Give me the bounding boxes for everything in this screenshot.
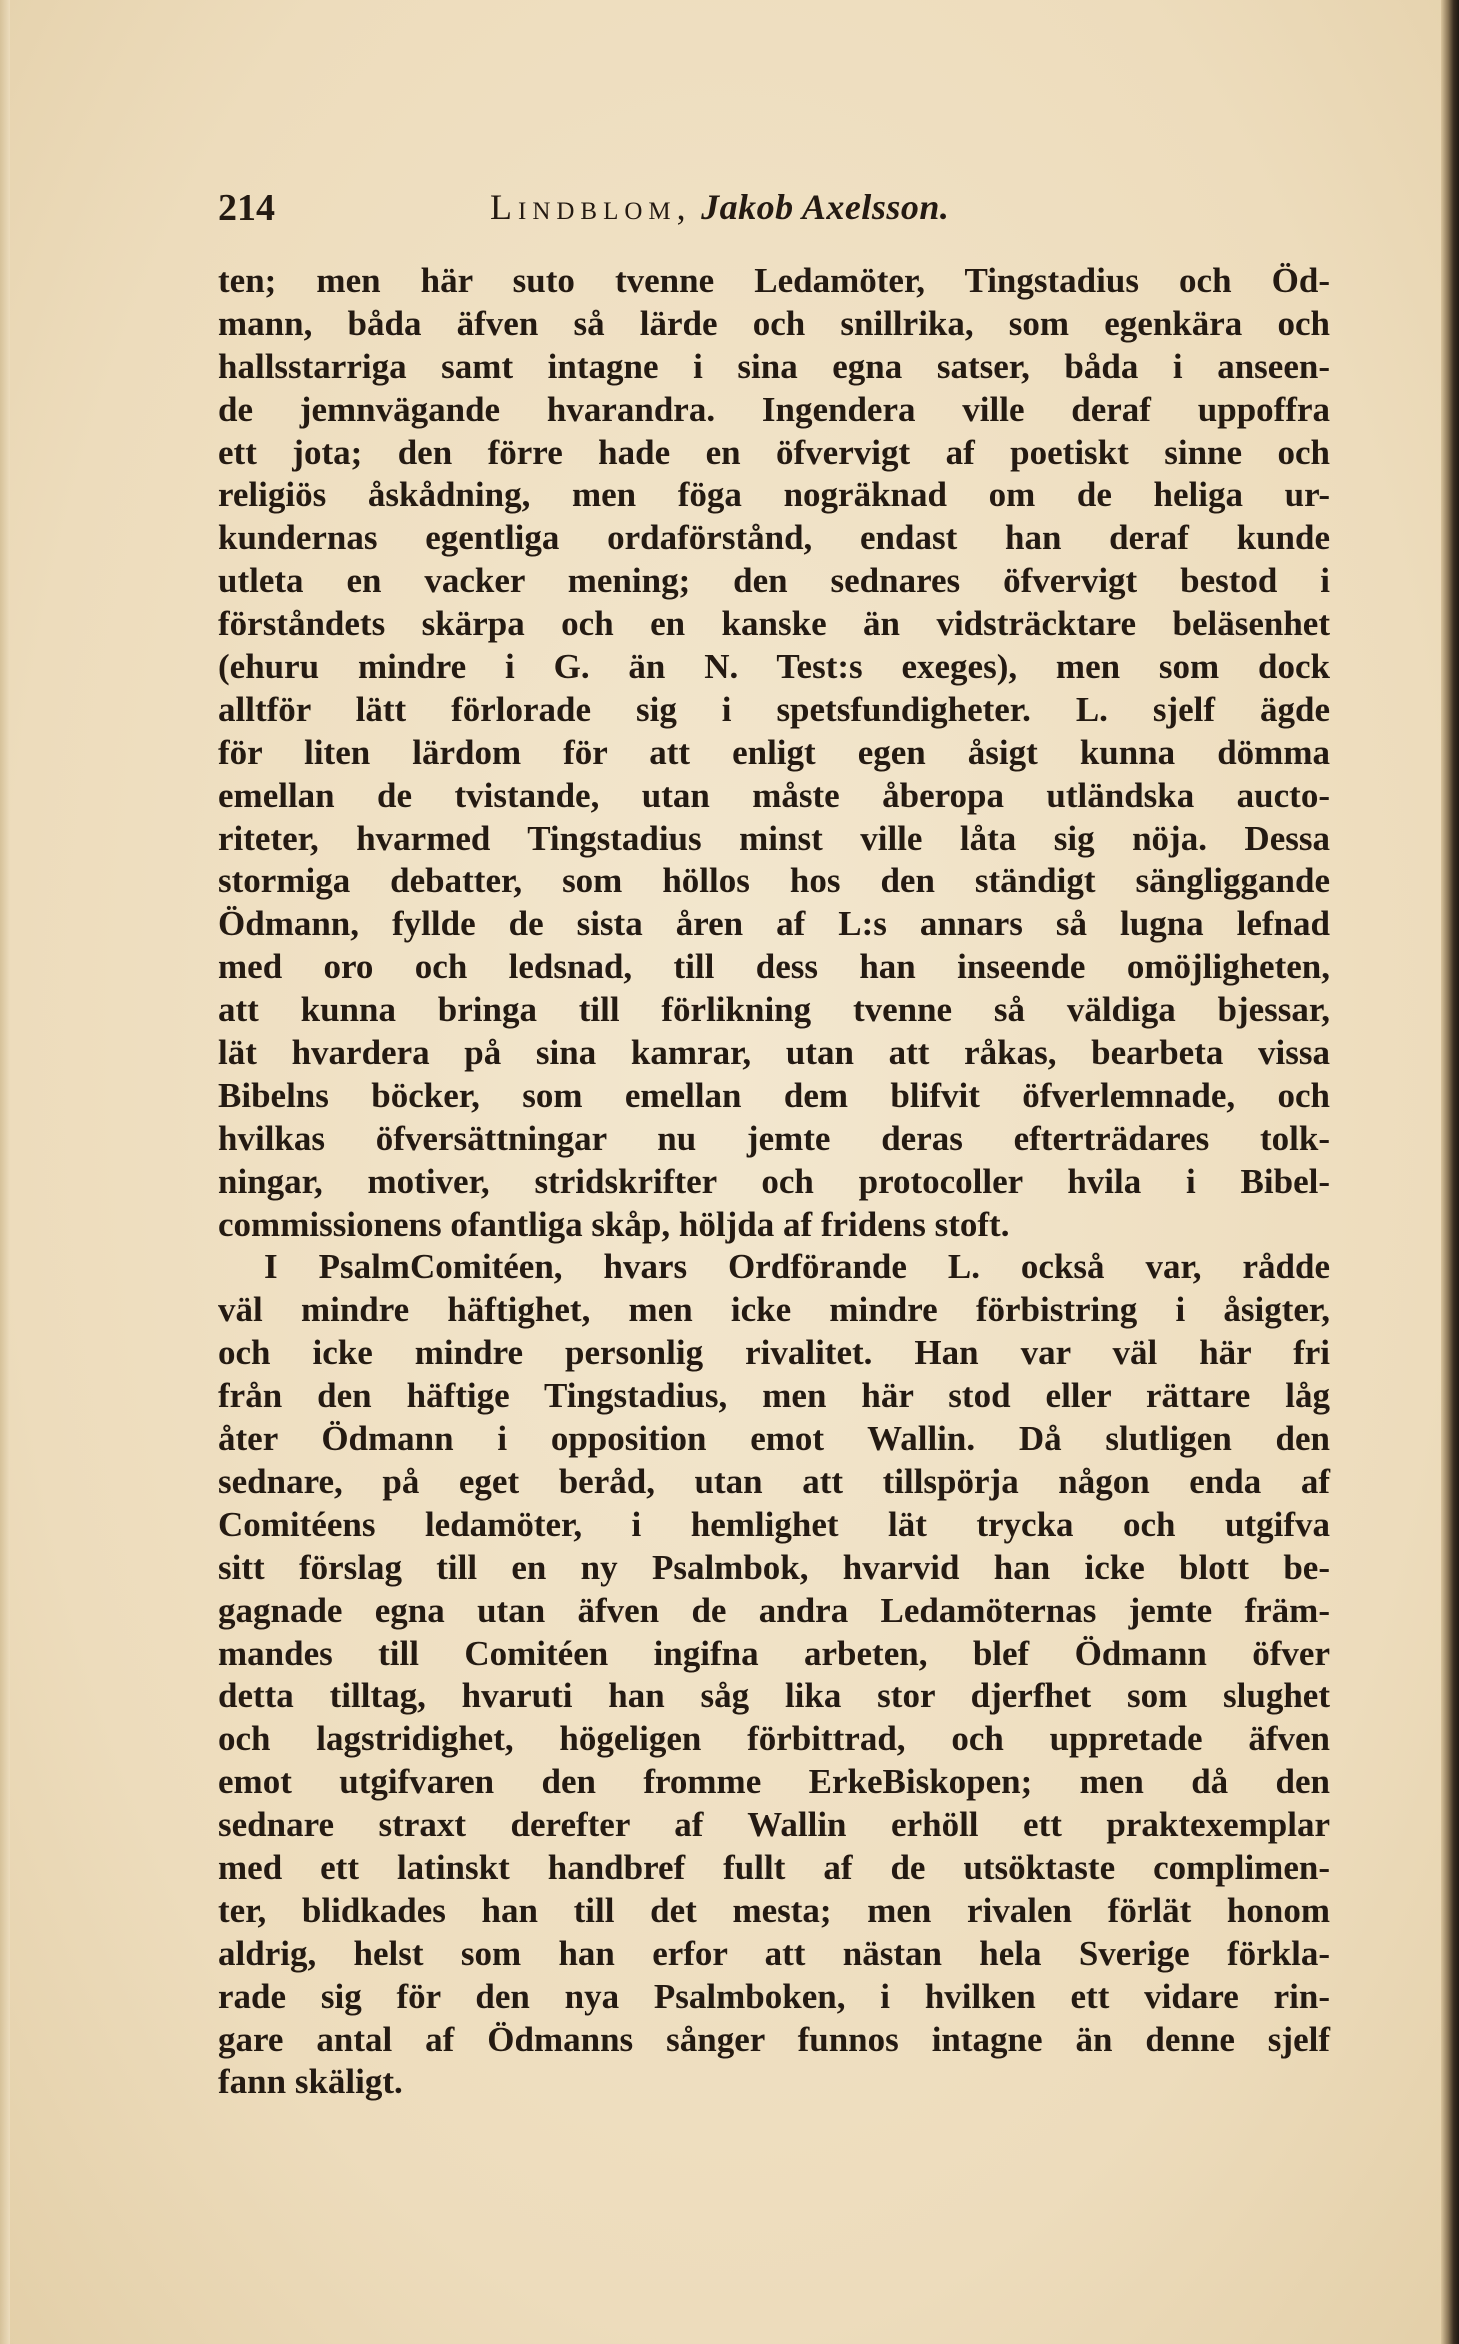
- page-edge-right: [1441, 0, 1459, 2344]
- text-line: att kunna bringa till förlikning tvenne så väldiga bjessar,: [218, 990, 1330, 1030]
- text-line: gagnade egna utan äfven de andra Ledamöternas jemte främ-: [218, 1590, 1330, 1630]
- text-line: kundernas egentliga ordaförstånd, endast han deraf kunde: [218, 518, 1330, 558]
- text-line: rade sig för den nya Psalmboken, i hvilken ett vidare rin-: [218, 1976, 1330, 2016]
- text-line: mandes till Comitéen ingifna arbeten, blef Ödmann öfver: [218, 1633, 1330, 1673]
- text-line: Bibelns böcker, som emellan dem blifvit öfverlemnade, och: [218, 1075, 1330, 1115]
- text-line: commissionens ofantliga skåp, höljda af fridens stoft.: [218, 1204, 1010, 1244]
- text-line: förståndets skärpa och en kanske än vidsträcktare beläsenhet: [218, 604, 1330, 644]
- text-line: utleta en vacker mening; den sednares öfvervigt bestod i: [218, 561, 1330, 601]
- text-line: fann skäligt.: [218, 2062, 403, 2102]
- text-line: detta tilltag, hvaruti han såg lika stor djerfhet som slughet: [218, 1676, 1330, 1716]
- text-line: med ett latinskt handbref fullt af de utsöktaste complimen-: [218, 1847, 1330, 1887]
- text-line: och lagstridighet, högeligen förbittrad, och uppretade äfven: [218, 1719, 1330, 1759]
- text-line: mann, båda äfven så lärde och snillrika, som egenkära och: [218, 303, 1330, 343]
- text-line: ett jota; den förre hade en öfvervigt af poetiskt sinne och: [218, 432, 1330, 472]
- text-line: I PsalmComitéen, hvars Ordförande L. också var, rådde: [264, 1247, 1330, 1287]
- text-line: ter, blidkades han till det mesta; men rivalen förlät honom: [218, 1890, 1330, 1930]
- running-title: [490, 186, 949, 228]
- author-surname: Lindblom,: [490, 187, 692, 227]
- page-edge-left: [0, 0, 10, 2344]
- text-line: de jemnvägande hvarandra. Ingendera ville deraf uppoffra: [218, 389, 1330, 429]
- text-line: (ehuru mindre i G. än N. Test:s exeges), men som dock: [218, 647, 1330, 687]
- text-line: Comitéens ledamöter, i hemlighet lät trycka och utgifva: [218, 1504, 1330, 1544]
- running-header: [218, 186, 1330, 234]
- text-line: hvilkas öfversättningar nu jemte deras efterträdares tolk-: [218, 1118, 1330, 1158]
- text-line: Ödmann, fyllde de sista åren af L:s annars så lugna lefnad: [218, 904, 1330, 944]
- text-line: stormiga debatter, som höllos hos den ständigt sängliggande: [218, 861, 1330, 901]
- text-line: med oro och ledsnad, till dess han inseende omöjligheten,: [218, 947, 1330, 987]
- body-text: [218, 260, 1330, 2104]
- text-line: sednare straxt derefter af Wallin erhöll ett praktexemplar: [218, 1805, 1330, 1845]
- text-line: alltför lätt förlorade sig i spetsfundigheter. L. sjelf ägde: [218, 689, 1330, 729]
- text-line: sitt förslag till en ny Psalmbok, hvarvid han icke blott be-: [218, 1547, 1330, 1587]
- page-number: 214: [218, 187, 275, 229]
- text-line: gare antal af Ödmanns sånger funnos intagne än denne sjelf: [218, 2019, 1330, 2059]
- text-line: aldrig, helst som han erfor att nästan hela Sverige förkla-: [218, 1933, 1330, 1973]
- author-given-names: Jakob Axelsson.: [701, 187, 950, 227]
- text-line: religiös åskådning, men föga nogräknad om de heliga ur-: [218, 475, 1330, 515]
- text-line: riteter, hvarmed Tingstadius minst ville låta sig nöja. Dessa: [218, 818, 1330, 858]
- text-line: sednare, på eget beråd, utan att tillspörja någon enda af: [218, 1461, 1330, 1501]
- text-line: emellan de tvistande, utan måste åberopa utländska aucto-: [218, 775, 1330, 815]
- text-line: lät hvardera på sina kamrar, utan att råkas, bearbeta vissa: [218, 1033, 1330, 1073]
- text-line: åter Ödmann i opposition emot Wallin. Då slutligen den: [218, 1419, 1330, 1459]
- text-line: från den häftige Tingstadius, men här stod eller rättare låg: [218, 1376, 1330, 1416]
- text-line: för liten lärdom för att enligt egen åsigt kunna dömma: [218, 732, 1330, 772]
- text-line: hallsstarriga samt intagne i sina egna satser, båda i anseen-: [218, 346, 1330, 386]
- text-line: ningar, motiver, stridskrifter och protocoller hvila i Bibel-: [218, 1161, 1330, 1201]
- text-line: ten; men här suto tvenne Ledamöter, Tingstadius och Öd-: [218, 261, 1330, 300]
- text-line: väl mindre häftighet, men icke mindre förbistring i åsigter,: [218, 1290, 1330, 1330]
- text-line: och icke mindre personlig rivalitet. Han var väl här fri: [218, 1333, 1330, 1373]
- text-line: emot utgifvaren den fromme ErkeBiskopen; men då den: [218, 1762, 1330, 1802]
